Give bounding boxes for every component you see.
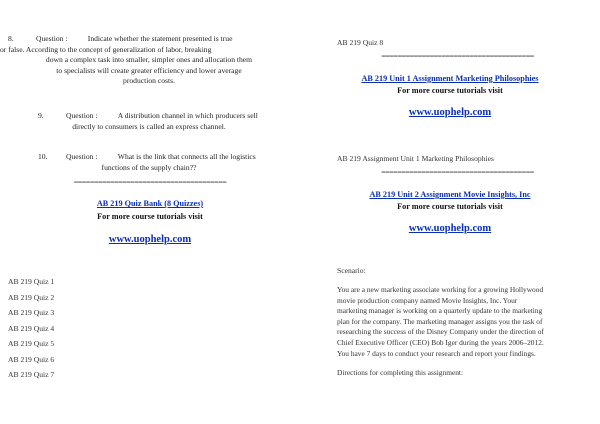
site-link[interactable]: www.uophelp.com	[408, 107, 492, 118]
right-page	[300, 0, 600, 424]
paragraph-line: researching the success of the Disney Company under the direction of	[337, 327, 544, 337]
question-8	[0, 34, 294, 87]
more-tutorials-text: For more course tutorials visit	[397, 202, 503, 211]
question-label: Question :	[66, 111, 98, 120]
paragraph-line: marketing manager is working on a quarterly update to the marketing	[337, 306, 543, 316]
paragraph-line: movie production company named Movie Insights, Inc. Your	[337, 295, 518, 305]
question-text-line: production costs.	[123, 76, 175, 85]
list-item: AB 219 Quiz 1	[8, 277, 55, 286]
list-item: AB 219 Quiz 2	[8, 292, 55, 302]
more-tutorials-text: For more course tutorials visit	[97, 212, 203, 221]
question-text-line: A distribution channel in which producers sell	[117, 111, 258, 120]
list-item: AB 219 Quiz 4	[8, 323, 55, 333]
paragraph-line: Chief Executive Officer (CEO) Bob Iger during the years 2006–2012.	[337, 337, 544, 347]
more-tutorials-text: For more course tutorials visit	[397, 86, 503, 95]
question-label: Question :	[36, 34, 68, 43]
assignment-title: AB 219 Assignment Unit 1 Marketing Philosophies	[337, 154, 494, 163]
quiz-bank-link[interactable]: AB 219 Quiz Bank (8 Quizzes)	[96, 199, 204, 208]
question-9	[4, 111, 294, 132]
separator-line: ======================================	[381, 168, 534, 177]
question-number: 9.	[38, 111, 44, 120]
question-text-line: functions of the supply chain??	[101, 162, 197, 172]
question-text-line: What is the link that connects all the logistics	[117, 152, 256, 161]
question-number: 10.	[38, 152, 48, 161]
quiz-list	[8, 277, 208, 386]
paragraph-line: plan for the company. The marketing manager assigns you the task of	[337, 316, 543, 326]
list-item: AB 219 Quiz 5	[8, 339, 55, 348]
list-item: AB 219 Quiz 6	[8, 354, 55, 364]
site-link[interactable]: www.uophelp.com	[408, 223, 492, 234]
scenario-label: Scenario:	[337, 266, 366, 275]
question-text-line: Indicate whether the statement presented is true	[87, 34, 233, 43]
question-text-line: or false. According to the concept of generalization of labor, breaking	[0, 44, 212, 54]
separator-line: ======================================	[73, 178, 227, 187]
question-text-line: directly to consumers is called an express channel.	[72, 121, 226, 131]
question-text-line: to specialists will create greater efficiency and lower average	[56, 65, 242, 75]
list-item: AB 219 Quiz 7	[8, 370, 55, 379]
quiz-8-label: AB 219 Quiz 8	[337, 38, 384, 47]
directions-text: Directions for completing this assignment:	[337, 368, 464, 377]
question-10	[4, 152, 294, 173]
unit-1-assignment-link[interactable]: AB 219 Unit 1 Assignment Marketing Philosophies	[361, 74, 539, 83]
question-number: 8.	[8, 34, 14, 43]
unit-2-assignment-link[interactable]: AB 219 Unit 2 Assignment Movie Insights, Inc	[369, 190, 531, 199]
question-text-line: down a complex task into smaller, simpler ones and allocation them	[45, 55, 253, 64]
list-item: AB 219 Quiz 3	[8, 308, 55, 317]
question-label: Question :	[66, 152, 98, 161]
site-link[interactable]: www.uophelp.com	[108, 234, 192, 245]
scenario-paragraph	[337, 285, 599, 359]
paragraph-line: You have 7 days to conduct your research and report your findings.	[337, 348, 536, 358]
paragraph-line: You are a new marketing associate working for a growing Hollywood	[337, 285, 544, 294]
separator-line: ======================================	[381, 52, 534, 61]
